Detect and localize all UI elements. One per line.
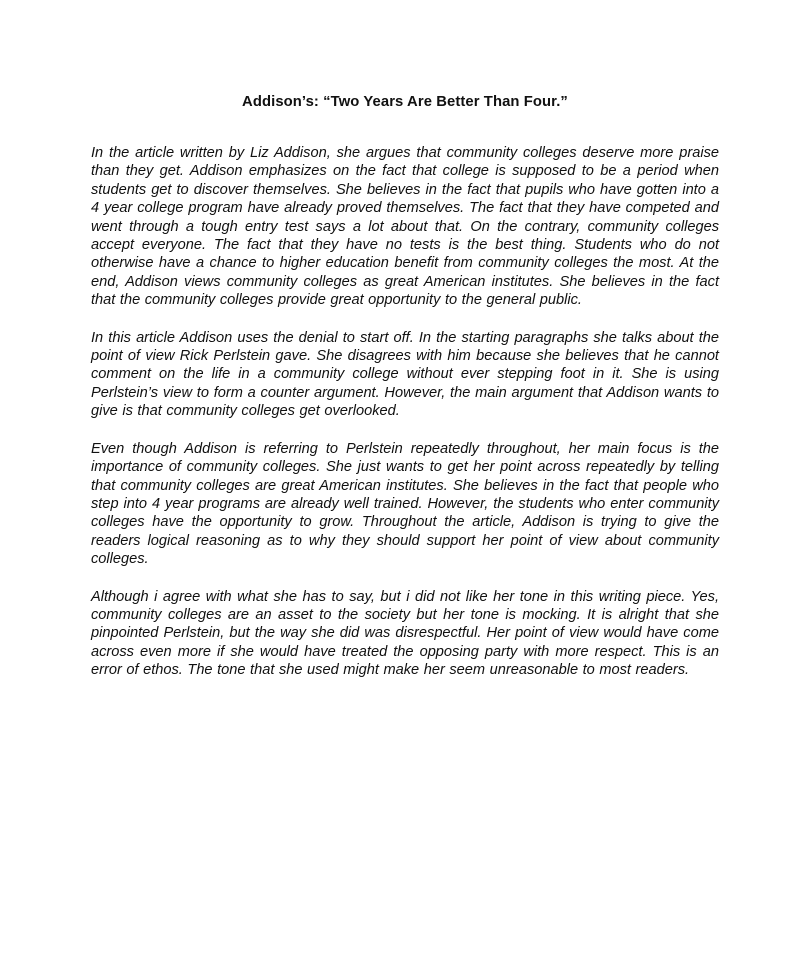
paragraph-main-focus: Even though Addison is referring to Perlstein repeatedly throughout, her main focus is the importance of community colleges. She just wants to get her point across repeatedly by telling that community colleges are great American institutes. She believes in the fact that people who step into 4 year programs are already well trained. However, the students who enter community colleges have the opportunity to grow. Throughout the article, Addison is trying to give the readers logical reasoning as to why they should support her point of view about community colleges. (91, 440, 719, 568)
paragraph-denial-counter-argument: In this article Addison uses the denial to start off. In the starting paragraphs she talks about the point of view Rick Perlstein gave. She disagrees with him because she believes that he cannot comment on the life in a community college without ever stepping foot in it. She is using Perlstein’s view to form a counter argument. However, the main argument that Addison wants to give is that community colleges get overlooked. (91, 329, 719, 420)
document-title: Addison’s: “Two Years Are Better Than Four.” (242, 94, 568, 110)
document-body (91, 93, 719, 699)
paragraph-intro: In the article written by Liz Addison, she argues that community colleges deserve more praise than they get. Addison emphasizes on the fact that college is supposed to be a period when students get to discover themselves. She believes in the fact that pupils who have gotten into a 4 year college program have already proved themselves. The fact that they have competed and went through a tough entry test says a lot about that. On the contrary, community colleges accept everyone. The fact that they have no tests is the best thing. Students who do not otherwise have a chance to higher education benefit from community colleges the most. At the end, Addison views community colleges as great American institutes. She believes in the fact that the community colleges provide great opportunity to the general public. (91, 145, 719, 309)
paragraph-critique-tone: Although i agree with what she has to say, but i did not like her tone in this writing piece. Yes, community colleges are an asset to the society but her tone is mocking. It is alright that she pinpointed Perlstein, but the way she did was disrespectful. Her point of view would have come across even more if she would have treated the opposing party with more respect. This is an error of ethos. The tone that she used might make her seem unreasonable to most readers. (91, 588, 719, 679)
